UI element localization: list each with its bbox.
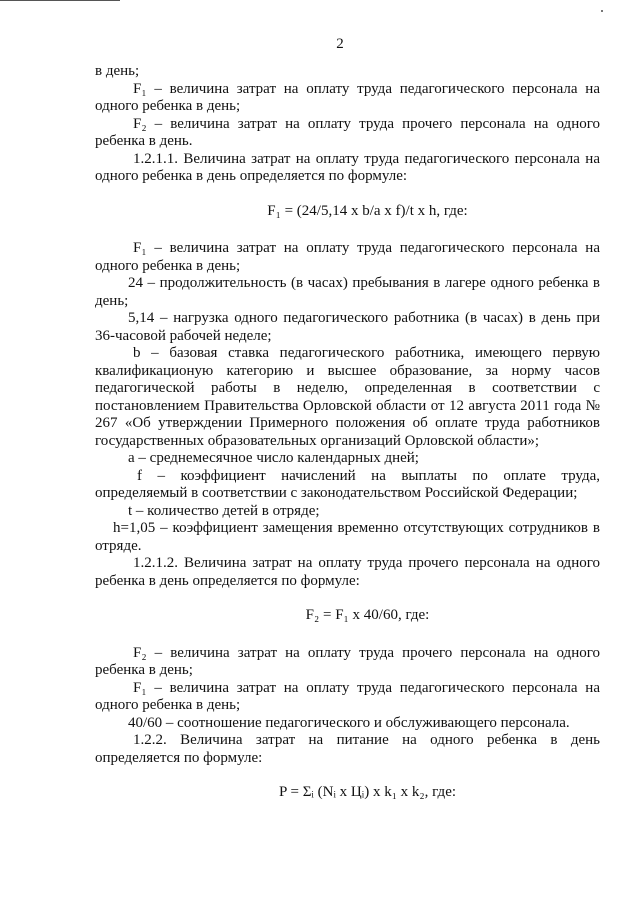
definition-24: 24 – продолжительность (в часах) пребывания в лагере одного ребенка в день;	[95, 275, 600, 309]
definition-f2-repeat: F₂ – величина затрат на оплату труда прочего персонала на одного ребенка в день;	[95, 644, 600, 678]
definition-h: h=1,05 – коэффициент замещения временно отсутствующих сотрудников в отряде.	[95, 520, 600, 554]
definition-5-14: 5,14 – нагрузка одного педагогического работника (в часах) в день при 36-часовой рабочей неделе;	[95, 310, 600, 344]
definition-f2: F₂ – величина затрат на оплату труда прочего персонала на одного ребенка в день.	[95, 115, 600, 149]
definition-f1: F₁ – величина затрат на оплату труда педагогического персонала на одного ребенка в день;	[95, 80, 600, 114]
clause-1-2-1-1: 1.2.1.1. Величина затрат на оплату труда педагогического персонала на одного ребенка в день определяется по формуле:	[95, 150, 600, 184]
definition-f1-repeat: F₁ – величина затрат на оплату труда педагогического персонала на одного ребенка в день;	[95, 240, 600, 274]
clause-1-2-1-2: 1.2.1.2. Величина затрат на оплату труда прочего персонала на одного ребенка в день определяется по формуле:	[95, 555, 600, 589]
definition-f: f – коэффициент начислений на выплаты по оплате труда, определяемый в соответствии с законодательством Российской Федерации;	[95, 467, 600, 501]
page-number: 2	[336, 36, 344, 52]
formula-f2: F₂ = F₁ x 40/60, где:	[305, 607, 430, 623]
scan-artifact-line	[0, 0, 120, 1]
clause-1-2-2: 1.2.2. Величина затрат на питание на одного ребенка в день определяется по формуле:	[95, 732, 600, 766]
formula-p: P = Σᵢ (Nᵢ x Цᵢ) x k₁ x k₂, где:	[278, 784, 457, 800]
document-body	[95, 63, 600, 802]
paragraph-continuation: в день;	[95, 63, 140, 79]
definition-40-60: 40/60 – соотношение педагогического и обслуживающего персонала.	[128, 714, 570, 731]
definition-f1-second: F₁ – величина затрат на оплату труда педагогического персонала на одного ребенка в день;	[95, 679, 600, 713]
scan-artifact-dot	[601, 10, 603, 12]
definition-a: а – среднемесячное число календарных дней;	[128, 450, 419, 466]
formula-f1: F₁ = (24/5,14 x b/a x f)/t x h, где:	[267, 202, 468, 219]
definition-b: b – базовая ставка педагогического работника, имеющего первую квалификационую категорию и высшее образование, за норму часов педагогической работы в неделю, определенная в соответствии с постановлением Правительства Орловской области от 12 августа 2011 года № 267 «Об утверждении Примерного положения об оплате труда работников государственных образовательных организаций Орловской области»;	[95, 345, 600, 449]
definition-t: t – количество детей в отряде;	[128, 502, 320, 519]
